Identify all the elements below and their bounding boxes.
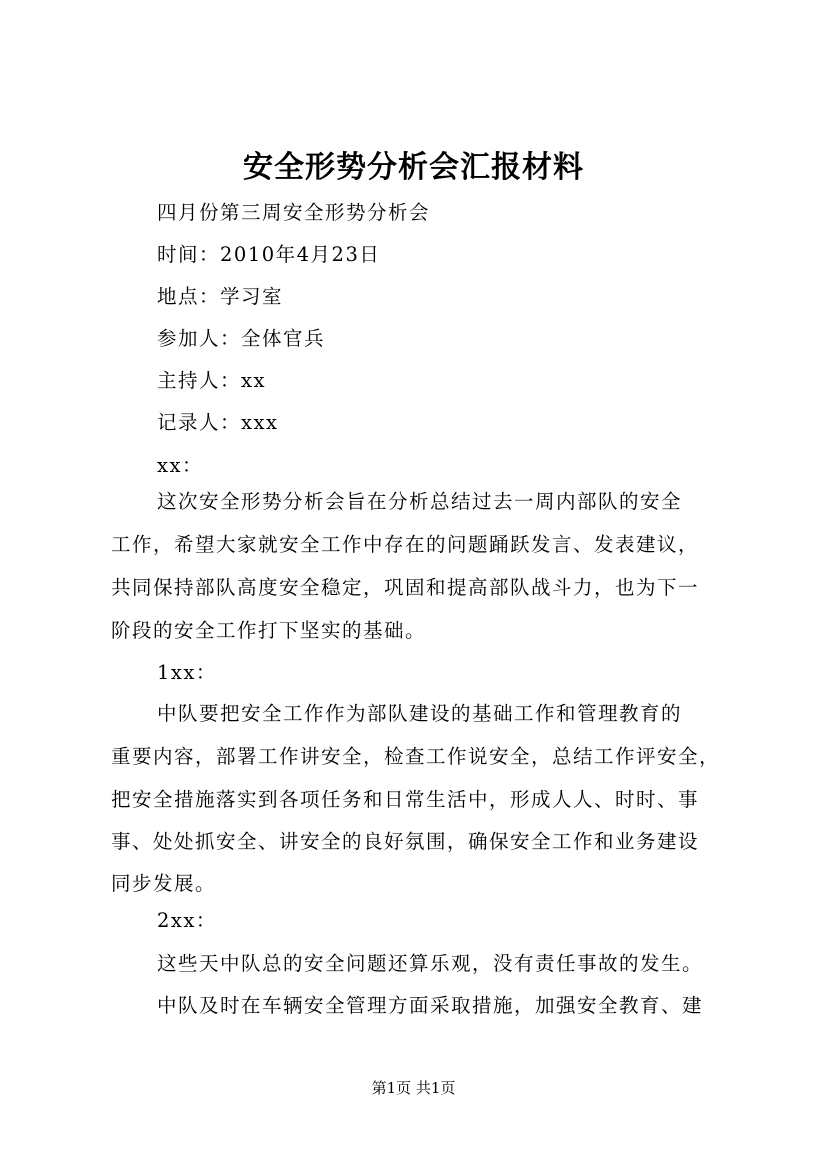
speaker-label: xx： (157, 454, 203, 477)
speaker-label: 2xx： (157, 909, 217, 932)
meeting-place: 地点：学习室 (157, 285, 284, 308)
speaker-label: 1xx： (157, 661, 217, 684)
meeting-time: 时间：2010年4月23日 (157, 243, 381, 266)
paragraph-line: 共同保持部队高度安全稳定，巩固和提高部队战斗力，也为下一 (111, 576, 700, 599)
paragraph-line: 同步发展。 (111, 872, 217, 895)
meeting-recorder: 记录人：xxx (157, 411, 279, 434)
paragraph-line: 中队要把安全工作作为部队建设的基础工作和管理教育的 (157, 702, 683, 725)
paragraph-line: 这次安全形势分析会旨在分析总结过去一周内部队的安全 (157, 490, 683, 513)
paragraph-line: 工作，希望大家就安全工作中存在的问题踊跃发言、发表建议， (111, 533, 700, 556)
paragraph-line: 把安全措施落实到各项任务和日常生活中，形成人人、时时、事 (111, 788, 700, 811)
meeting-attendees: 参加人：全体官兵 (157, 327, 326, 350)
paragraph-line: 重要内容，部署工作讲安全，检查工作说安全，总结工作评安全， (111, 745, 721, 768)
paragraph-line: 事、处处抓安全、讲安全的良好氛围，确保安全工作和业务建设 (111, 830, 700, 853)
paragraph-line: 阶段的安全工作打下坚实的基础。 (111, 619, 427, 642)
meeting-subtitle: 四月份第三周安全形势分析会 (157, 201, 431, 224)
page-number-footer: 第1页 共1页 (371, 1079, 456, 1097)
meeting-host: 主持人：xx (157, 369, 266, 392)
paragraph-line: 中队及时在车辆安全管理方面采取措施，加强安全教育、建 (157, 994, 704, 1017)
paragraph-line: 这些天中队总的安全问题还算乐观，没有责任事故的发生。 (157, 952, 704, 975)
document-title: 安全形势分析会汇报材料 (243, 150, 584, 185)
